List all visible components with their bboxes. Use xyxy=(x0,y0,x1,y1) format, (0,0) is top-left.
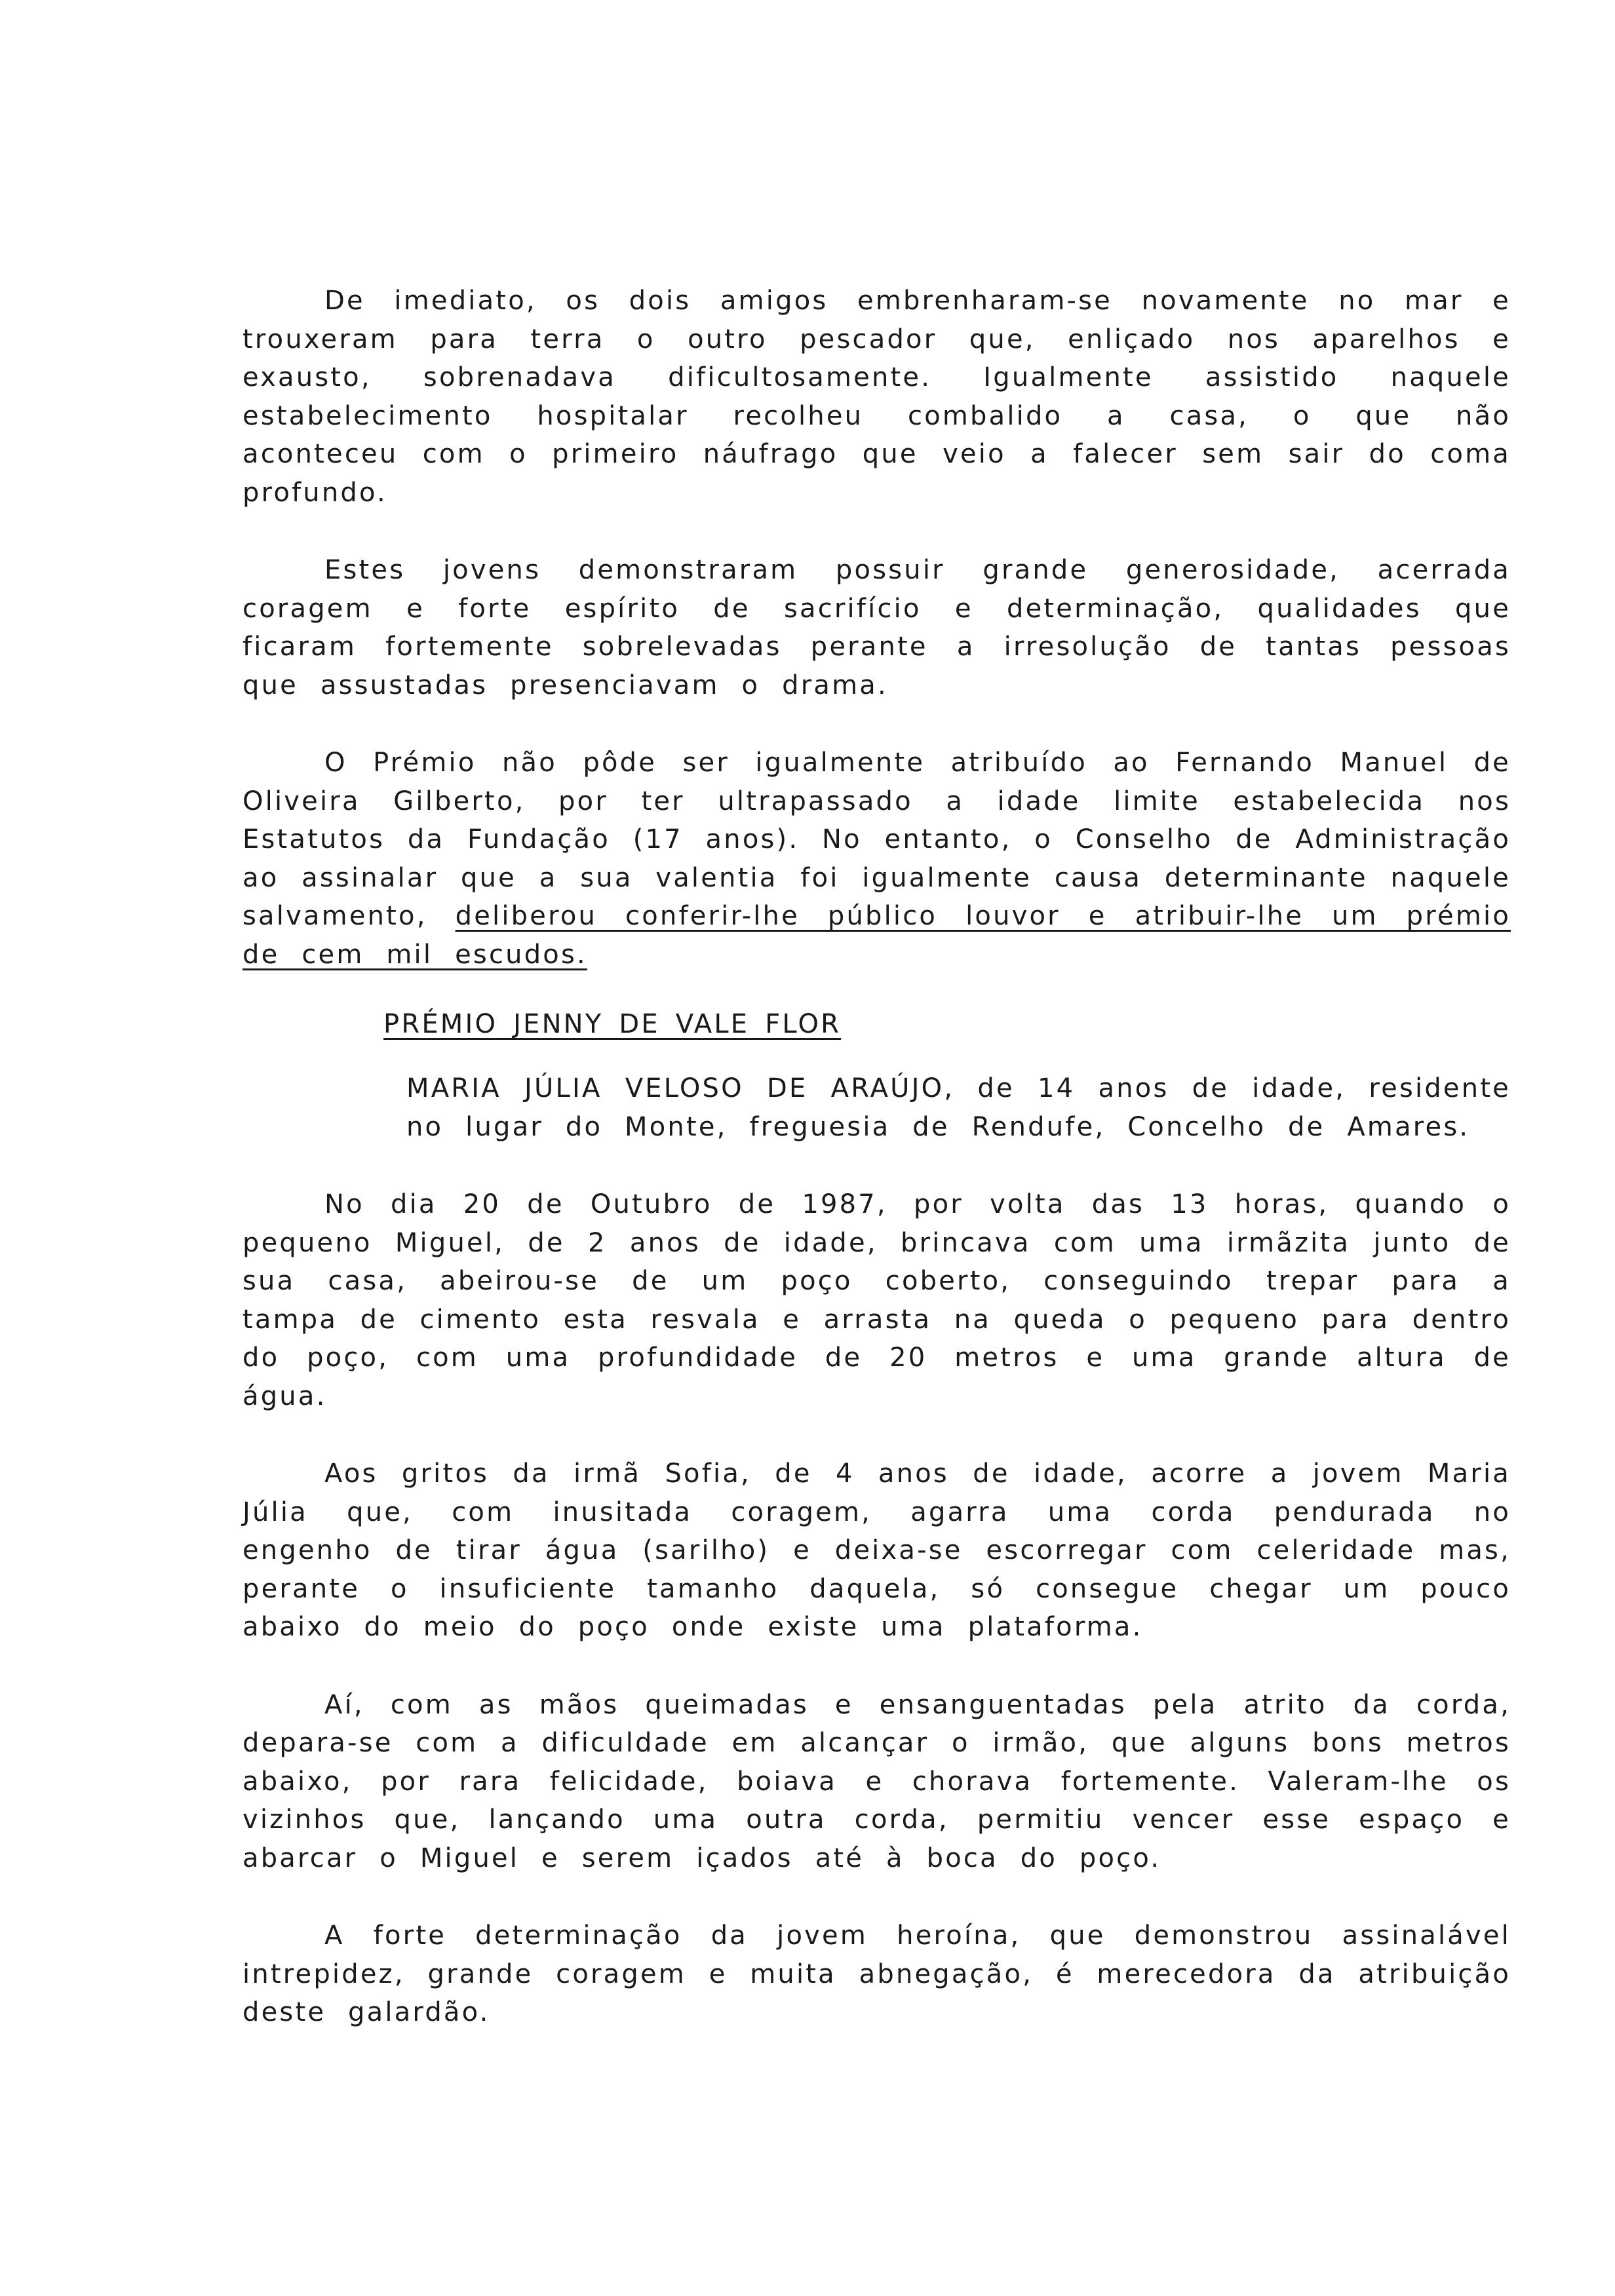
paragraph-incident: No dia 20 de Outubro de 1987, por volta das 13 horas, quando o pequeno Miguel, de 2 anos de idade, brincava com uma irmãzita junto de sua casa, abeirou-se de um poço coberto, conseguindo trepar para a tampa de cimento esta resvala e arrasta na queda o pequeno para dentro do poço, com uma profundidade de 20 metros e uma grande altura de água. xyxy=(243,1189,1511,1411)
paragraph-youth-courage: Estes jovens demonstraram possuir grande generosidade, acerrada coragem e forte espírito de sacrifício e determinação, qualidades que ficaram fortemente sobrelevadas perante a irresolução de tantas pessoas que assustadas presenciavam o drama. xyxy=(243,555,1511,700)
underlined-resolution: deliberou conferir-lhe público louvor e atribuir-lhe um prémio de cem mil escudos. xyxy=(243,901,1511,970)
document-page xyxy=(243,282,1511,2032)
paragraph-award-merit: A forte determinação da jovem heroína, que demonstrou assinalável intrepidez, grande coragem e muita abnegação, é merecedora da atribuição deste galardão. xyxy=(243,1921,1511,2027)
paragraph-fernando-text: O Prémio não pôde ser igualmente atribuído ao Fernando Manuel de Oliveira Gilberto, por ter ultrapassado a idade limite estabelecida nos Estatutos da Fundação (17 anos). No entanto, o Conselho de Administração ao assinalar que a sua valentia foi igualmente causa determinante naquele salvamento, xyxy=(243,748,1511,931)
paragraph-rescue-attempt: Aos gritos da irmã Sofia, de 4 anos de idade, acorre a jovem Maria Júlia que, com inusitada coragem, agarra uma corda pendurada no engenho de tirar água (sarilho) e deixa-se escorregar com celeridade mas, perante o insuficiente tamanho daquela, só consegue chegar um pouco abaixo do meio do poço onde existe uma plataforma. xyxy=(243,1459,1511,1642)
paragraph-rescue-second-fisherman: De imediato, os dois amigos embrenharam-se novamente no mar e trouxeram para terra o outro pescador que, enliçado nos aparelhos e exausto, sobrenadava dificultosamente. Igualmente assistido naquele estabelecimento hospitalar recolheu combalido a casa, o que não aconteceu com o primeiro náufrago que veio a falecer sem sair do coma profundo. xyxy=(243,286,1511,508)
paragraph-rescue-completion: Aí, com as mãos queimadas e ensanguentadas pela atrito da corda, depara-se com a dificuldade em alcançar o irmão, que alguns bons metros abaixo, por rara felicidade, boiava e chorava fortemente. Valeram-lhe os vizinhos que, lançando uma outra corda, permitiu vencer esse espaço e abarcar o Miguel e serem içados até à boca do poço. xyxy=(243,1689,1511,1873)
award-recipient: MARIA JÚLIA VELOSO DE ARAÚJO, de 14 anos de idade, residente no lugar do Monte, freguesia de Rendufe, Concelho de Amares. xyxy=(406,1073,1511,1142)
award-heading: PRÉMIO JENNY DE VALE FLOR xyxy=(383,1009,842,1039)
paragraph-fernando-gilberto xyxy=(243,744,1511,974)
